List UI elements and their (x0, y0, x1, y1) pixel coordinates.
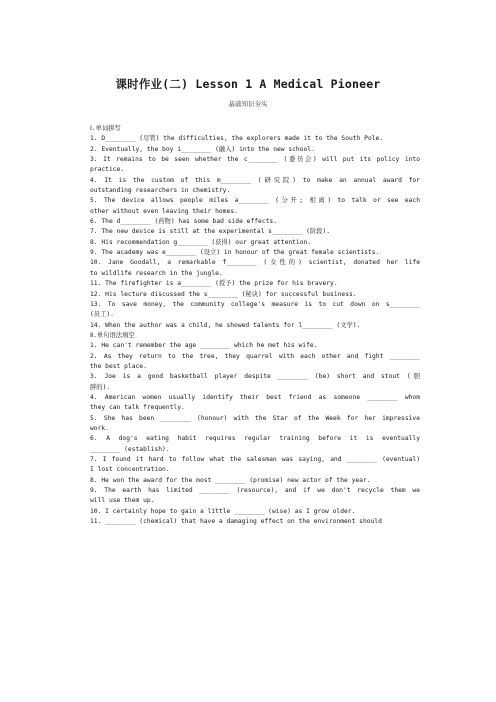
exercise-line: 8. His recommendation g________ (获得) our great attention. (90, 238, 312, 246)
page-subtitle: 基础知识夯实 (228, 100, 268, 108)
section-heading: Ⅰ.单词拼写 (90, 125, 121, 132)
exercise-line: ________ (establish). (90, 445, 170, 453)
exercise-line: outstanding researchers in chemistry. (90, 187, 231, 195)
exercise-line: 8. He won the award for the most ________ (promise) new actor of the year. (90, 476, 371, 484)
exercise-line: 5. She has been ________ (honour) with the Star of the Week for her impressive (90, 414, 420, 422)
exercise-line: 11. The firefighter is a________ (授予) the prize for his bravery. (90, 280, 338, 288)
exercise-line: 7. The new device is still at the experimental s________ (阶段). (90, 228, 331, 236)
exercise-line: work. (90, 424, 109, 432)
exercise-line: to wildlife research in the jungle. (90, 269, 223, 277)
page-title: 课时作业(二) Lesson 1 A Medical Pioneer (115, 77, 381, 91)
exercise-line: 9. The academy was e________ (设立) in honour of the great female scientists. (90, 249, 380, 257)
exercise-line: 6. A dog's eating habit requires regular training before it is eventually (90, 435, 420, 443)
exercise-line: the best place. (90, 362, 147, 370)
exercise-line: 10. Jane Goodall, a remarkable f________ (女性的) scientist, donated her life (90, 259, 420, 267)
exercise-line: 5. The device allows people miles a________ (分开; 相离) to talk or see each (90, 197, 420, 205)
exercise-line: 6. The d________ (药物) has some bad side effects. (90, 218, 277, 226)
exercise-line: 7. I found it hard to follow what the salesman was saying, and ________ (eventual) (90, 456, 420, 463)
exercise-line: 3. Joe is a good basketball player despite ________ (be) short and stout (胆 (90, 373, 420, 381)
exercise-body (90, 124, 420, 527)
exercise-line: 9. The earth has limited ________ (resource), and if we don't recycle them we (90, 487, 420, 495)
exercise-line: 13. To save money, the community college's measure is to cut down on s________ (90, 300, 420, 308)
exercise-line: I lost concentration. (90, 466, 170, 474)
exercise-line: 10. I certainly hope to gain a little ________ (wise) as I grow older. (90, 507, 356, 515)
exercise-line: practice. (90, 166, 125, 174)
exercise-line: 12. His lecture discussed the s________ (秘诀) for successful business. (90, 290, 357, 298)
exercise-line: 2. As they return to the tree, they quarrel with each other and fight ________ (90, 352, 420, 360)
section-heading: Ⅱ.单句语法填空 (90, 331, 135, 339)
exercise-line: they can talk frequently. (90, 404, 185, 412)
exercise-line: 2. Eventually, the boy i________ (融入) into the new school. (90, 145, 315, 153)
exercise-line: 14. When the author was a child, he showed talents for l________ (文学). (90, 321, 361, 329)
exercise-line: 11. ________ (chemical) that have a damaging effect on the environment should (90, 518, 382, 526)
exercise-line: (员工). (90, 311, 114, 319)
exercise-line: 胖的). (90, 383, 111, 391)
exercise-line: will use them up. (90, 497, 155, 505)
exercise-line: 1. D________ (尽管) the difficulties, the explorers made it to the South Pole. (90, 135, 384, 143)
exercise-line: other without even leaving their homes. (90, 207, 238, 215)
exercise-line: 4. American women usually identify their best friend as someone ________ whom (90, 393, 420, 401)
exercise-line: 1. He can't remember the age ________ which he met his wife. (90, 342, 318, 350)
exercise-line: 4. It is the custom of this m________ (研究院) to make an annual award for (90, 176, 420, 184)
exercise-line: 3. It remains to be seen whether the c________ (委员会) will put its policy into (90, 156, 420, 164)
